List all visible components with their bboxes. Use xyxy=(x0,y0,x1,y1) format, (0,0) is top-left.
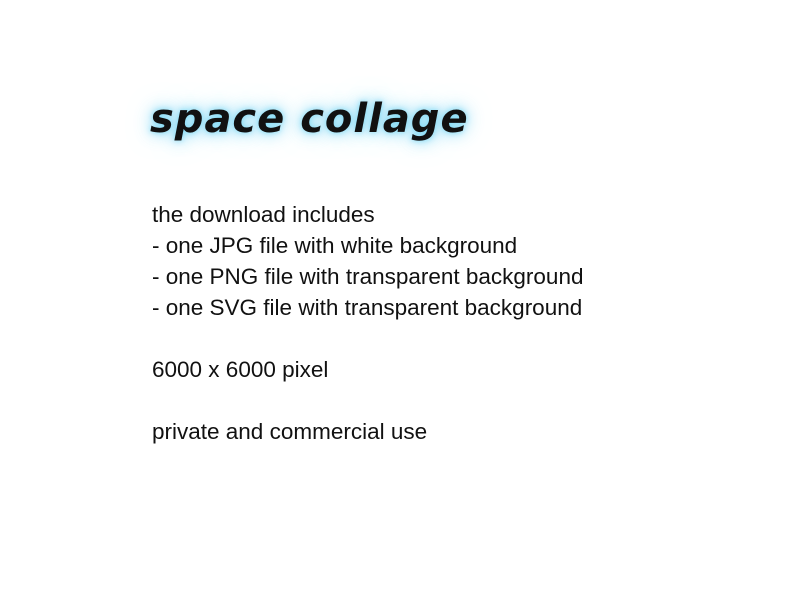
include-item-svg: - one SVG file with transparent background xyxy=(152,295,583,320)
spacer xyxy=(152,323,583,354)
download-info xyxy=(152,199,583,447)
resolution-text: 6000 x 6000 pixel xyxy=(152,357,329,382)
license-text: private and commercial use xyxy=(152,419,428,444)
includes-heading: the download includes xyxy=(152,202,375,227)
page-title: space collage xyxy=(150,96,469,142)
spacer xyxy=(152,385,583,416)
include-item-jpg: - one JPG file with white background xyxy=(152,233,518,258)
include-item-png: - one PNG file with transparent background xyxy=(152,264,584,289)
